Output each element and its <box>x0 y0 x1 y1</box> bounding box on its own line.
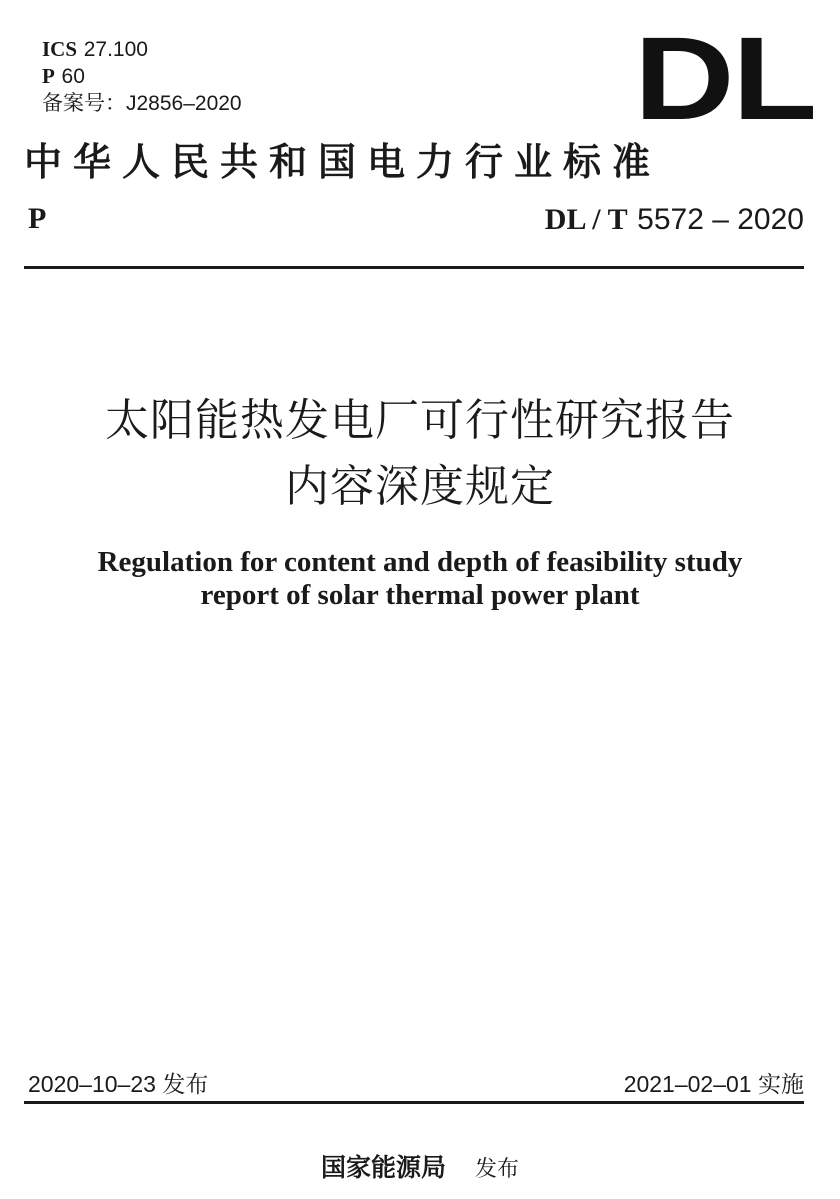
issue-date-block <box>28 1066 208 1099</box>
title-en-line-1: Regulation for content and depth of feasibility study <box>97 546 743 578</box>
title-cn-line-1: 太阳能热发电厂可行性研究报告 <box>105 395 735 446</box>
ics-label: ICS <box>42 37 78 61</box>
issue-date: 2020–10–23 <box>28 1071 156 1097</box>
ics-code: 27.100 <box>83 38 148 61</box>
header-codes <box>42 36 242 117</box>
record-label: 备案号： <box>42 91 126 115</box>
standard-number-prefix: DL / T <box>544 203 628 236</box>
standard-number-value: 5572 – 2020 <box>637 203 804 236</box>
publisher-name: 国家能源局 <box>320 1153 446 1182</box>
effective-label: 实施 <box>758 1071 804 1097</box>
organization-title: 中华人民共和国电力行业标准 <box>24 139 662 184</box>
record-code: J2856–2020 <box>126 92 242 115</box>
effective-date-block <box>624 1066 804 1099</box>
standard-number <box>545 202 804 237</box>
class-label: P <box>42 64 55 88</box>
class-code: 60 <box>61 65 85 88</box>
effective-date: 2021–02–01 <box>623 1071 752 1097</box>
record-number-row <box>42 90 242 117</box>
publisher-verb: 发布 <box>475 1157 520 1182</box>
title-english <box>0 546 840 612</box>
issue-label: 发布 <box>162 1071 209 1097</box>
dl-logo: DL <box>634 13 815 145</box>
title-cn-line-2: 内容深度规定 <box>285 461 555 512</box>
bottom-divider <box>24 1101 804 1104</box>
publisher-line <box>0 1148 840 1184</box>
standard-classification: P <box>28 202 47 235</box>
ics-code-row <box>42 36 242 63</box>
class-code-row <box>42 63 242 90</box>
title-chinese <box>0 388 840 520</box>
top-divider <box>24 266 804 269</box>
title-en-line-2: report of solar thermal power plant <box>200 579 640 611</box>
